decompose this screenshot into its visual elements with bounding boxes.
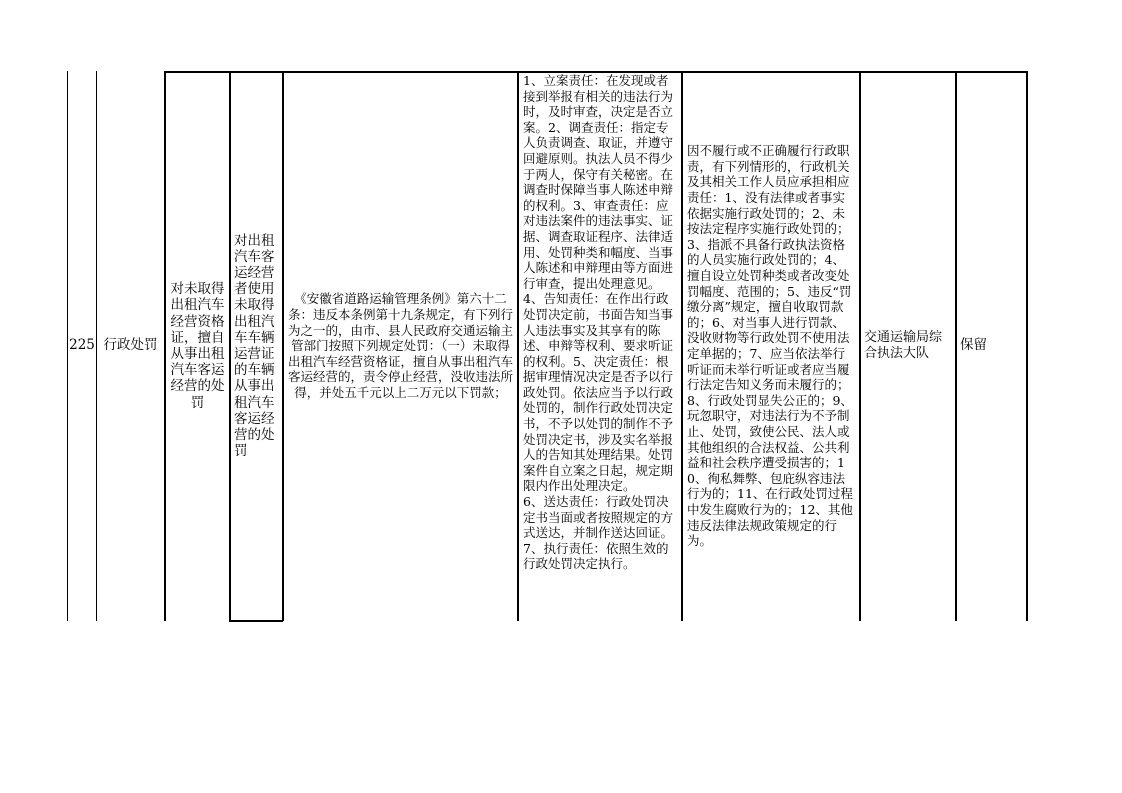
department: 交通运输局综合执法大队 (864, 330, 943, 361)
remark-cell (957, 72, 1026, 620)
legal-basis-cell (284, 72, 517, 620)
responsibilities: 1、立案责任：在发现或者接到举报有相关的违法行为时，及时审查，决定是否立案。2、调查责任：指定专人负责调查、取证，并遵守回避原则。执法人员不得少于两人，保守有关秘密。在调查时保障当事人陈述申辩的权利。3、审查责任：应对违法案件的违法事实、证据、调查取证程序、法律适用、处罚种类和幅度、当事人陈述和申辩理由等方面进行审查，提出处理意见。4、告知责任：在作出行政处罚决定前，书面告知当事人违法事实及其享有的陈述、申辩等权利、要求听证的权利。5、决定责任：根据审理情况决定是否予以行政处罚。依法应当予以行政处罚的，制作行政处罚决定书，不予以处罚的制作不予处罚决定书，涉及实名举报人的告知其处理结果。处罚案件自立案之日起，规定期限内作出处理决定。 (523, 73, 674, 494)
responsibilities-cell (519, 72, 681, 620)
sub-item-cell (231, 72, 282, 620)
row-bottom-border (229, 620, 283, 622)
item-name: 对未取得出租汽车经营资格证，擅自从事出租汽车客运经营的处罚 (170, 281, 225, 411)
responsibilities-2: 6、送达责任：行政处罚决定书当面或者按照规定的方式送达，并制作送达回证。7、执行责任：依照生效的行政处罚决定执行。 (523, 494, 674, 572)
department-cell (861, 72, 955, 620)
legal-basis: 《安徽省道路运输管理条例》第六十二条：违反本条例第十九条规定，有下列行为之一的，由市、县人民政府交通运输主管部门按照下列规定处罚：（一）未取得出租汽车经营资格证，擅自从事出租汽车客运经营的，责令停止经营，没收违法所得，并处五千元以上二万元以下罚款； (288, 291, 514, 400)
item-name-cell (166, 72, 229, 620)
category: 行政处罚 (103, 337, 158, 354)
row-number-cell (68, 72, 96, 620)
category-cell (97, 72, 164, 620)
accountability-cell (683, 72, 859, 620)
sub-item: 对出租汽车客运经营者使用未取得出租汽车车辆运营证的车辆从事出租汽车客运经营的处罚 (234, 232, 275, 460)
row-number: 225 (69, 337, 95, 354)
remark: 保留 (960, 337, 987, 354)
accountability: 因不履行或不正确履行行政职责，有下列情形的，行政机关及其相关工作人员应承担相应责任：1、没有法律或者事实依据实施行政处罚的；2、未按法定程序实施行政处罚的；3、指派不具备行政执法资格的人员实施行政处罚的；4、擅自设立处罚种类或者改变处罚幅度、范围的；5、违反“罚缴分离”规定，擅自收取罚款的；6、对当事人进行罚款、没收财物等行政处罚不使用法定单据的；7、应当依法举行听证而未举行听证或者应当履行法定告知义务而未履行的；8、行政处罚显失公正的；9、玩忽职守，对违法行为不予制止、处罚，致使公民、法人或其他组织的合法权益、公共利益和社会秩序遭受损害的；10、徇私舞弊、包庇纵容违法行为的；11、在行政处罚过程中发生腐败行为的；12、其他违反法律法规政策规定的行为。 (687, 143, 853, 549)
col-divider (1026, 71, 1028, 621)
